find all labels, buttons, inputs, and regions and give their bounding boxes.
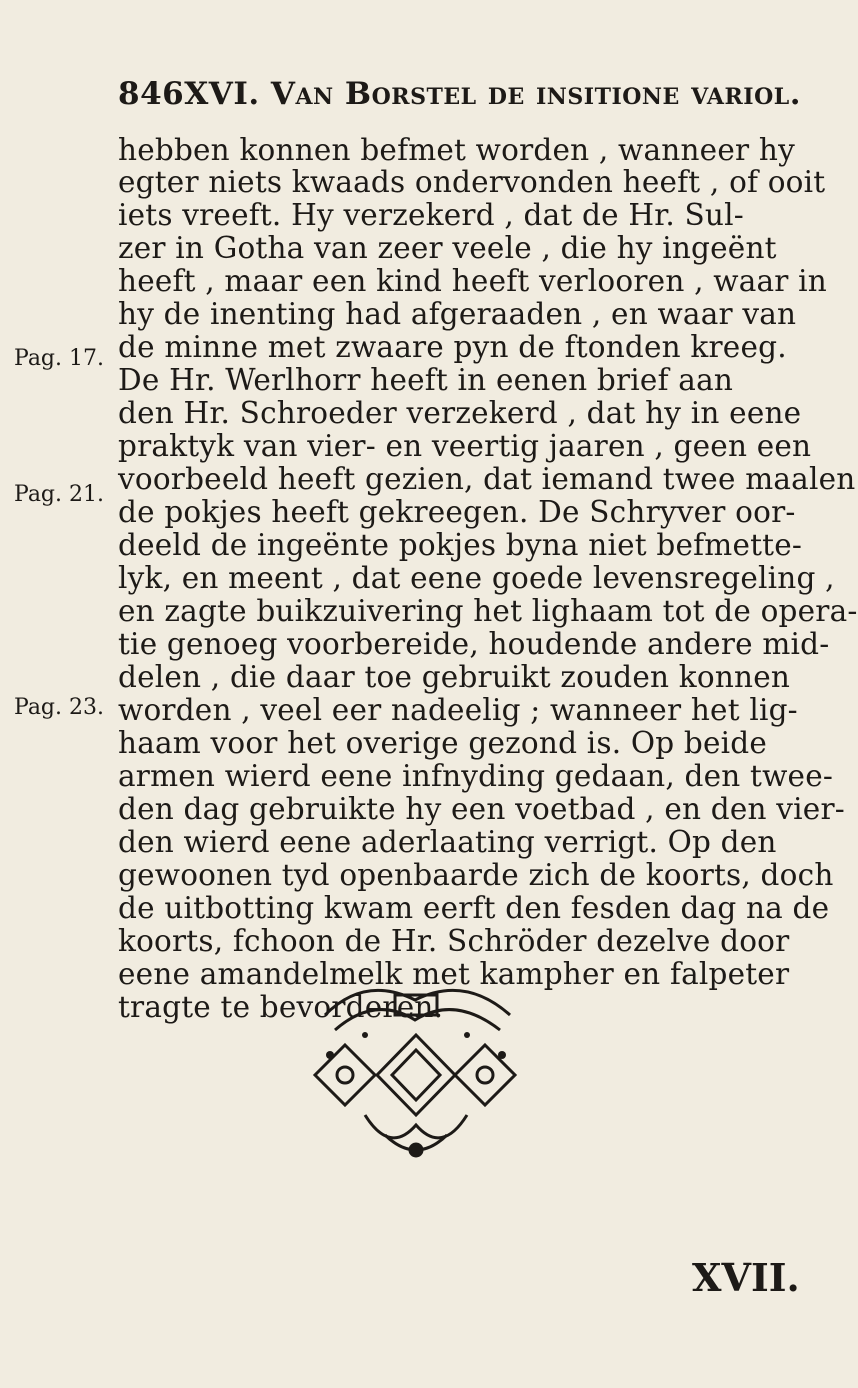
text-line: deeld de ingeënte pokjes byna niet befmette- (118, 528, 803, 562)
text-line: de pokjes heeft gekreegen. De Schryver oor- (118, 495, 796, 529)
text-line: gewoonen tyd openbaarde zich de koorts, doch (118, 858, 834, 892)
text-line: egter niets kwaads ondervonden heeft , of ooit (118, 165, 826, 199)
text-line: armen wierd eene infnyding gedaan, den twee- (118, 759, 834, 793)
text-line: voorbeeld heeft gezien, dat iemand twee maalen (118, 462, 856, 496)
text-line: tragte te bevorderen. (118, 990, 444, 1024)
text-line: lyk, en meent , dat eene goede levensregeling , (118, 561, 835, 595)
text-line: hy de inenting had afgeraaden , en waar van (118, 297, 797, 331)
text-line: zer in Gotha van zeer veele , die hy ingeënt (118, 231, 777, 265)
text-line: koorts, fchoon de Hr. Schröder dezelve door (118, 924, 790, 958)
text-line: haam voor het overige gezond is. Op beide (118, 726, 768, 760)
text-line: eene amandelmelk met kampher en falpeter (118, 957, 790, 991)
margin-note: Pag. 23. (14, 695, 104, 720)
margin-note: Pag. 21. (14, 482, 104, 507)
text-line: heeft , maar een kind heeft verlooren , waar in (118, 264, 827, 298)
text-line: tie genoeg voorbereide, houdende andere mid- (118, 627, 830, 661)
text-line: iets vreeft. Hy verzekerd , dat de Hr. Sul- (118, 198, 744, 232)
margin-note: Pag. 17. (14, 346, 104, 371)
text-line: de minne met zwaare pyn de ftonden kreeg. (118, 330, 787, 364)
text-line: den dag gebruikte hy een voetbad , en den vier- (118, 792, 845, 826)
decorative-ornament-icon (305, 975, 527, 1165)
text-line: praktyk van vier- en veertig jaaren , geen een (118, 429, 812, 463)
text-line: den Hr. Schroeder verzekerd , dat hy in eene (118, 396, 802, 430)
catchword: XVII. (692, 1255, 800, 1300)
text-line: De Hr. Werlhorr heeft in eenen brief aan (118, 363, 734, 397)
text-line: den wierd eene aderlaating verrigt. Op den (118, 825, 777, 859)
text-line: worden , veel eer nadeelig ; wanneer het lig- (118, 693, 798, 727)
text-line: delen , die daar toe gebruikt zouden konnen (118, 660, 791, 694)
running-header: 846XVI. Van Borstel de insitione variol. (118, 76, 802, 112)
text-line: hebben konnen befmet worden , wanneer hy (118, 133, 795, 167)
text-line: en zagte buikzuivering het lighaam tot de opera- (118, 594, 858, 628)
text-line: de uitbotting kwam eerft den fesden dag na de (118, 891, 830, 925)
